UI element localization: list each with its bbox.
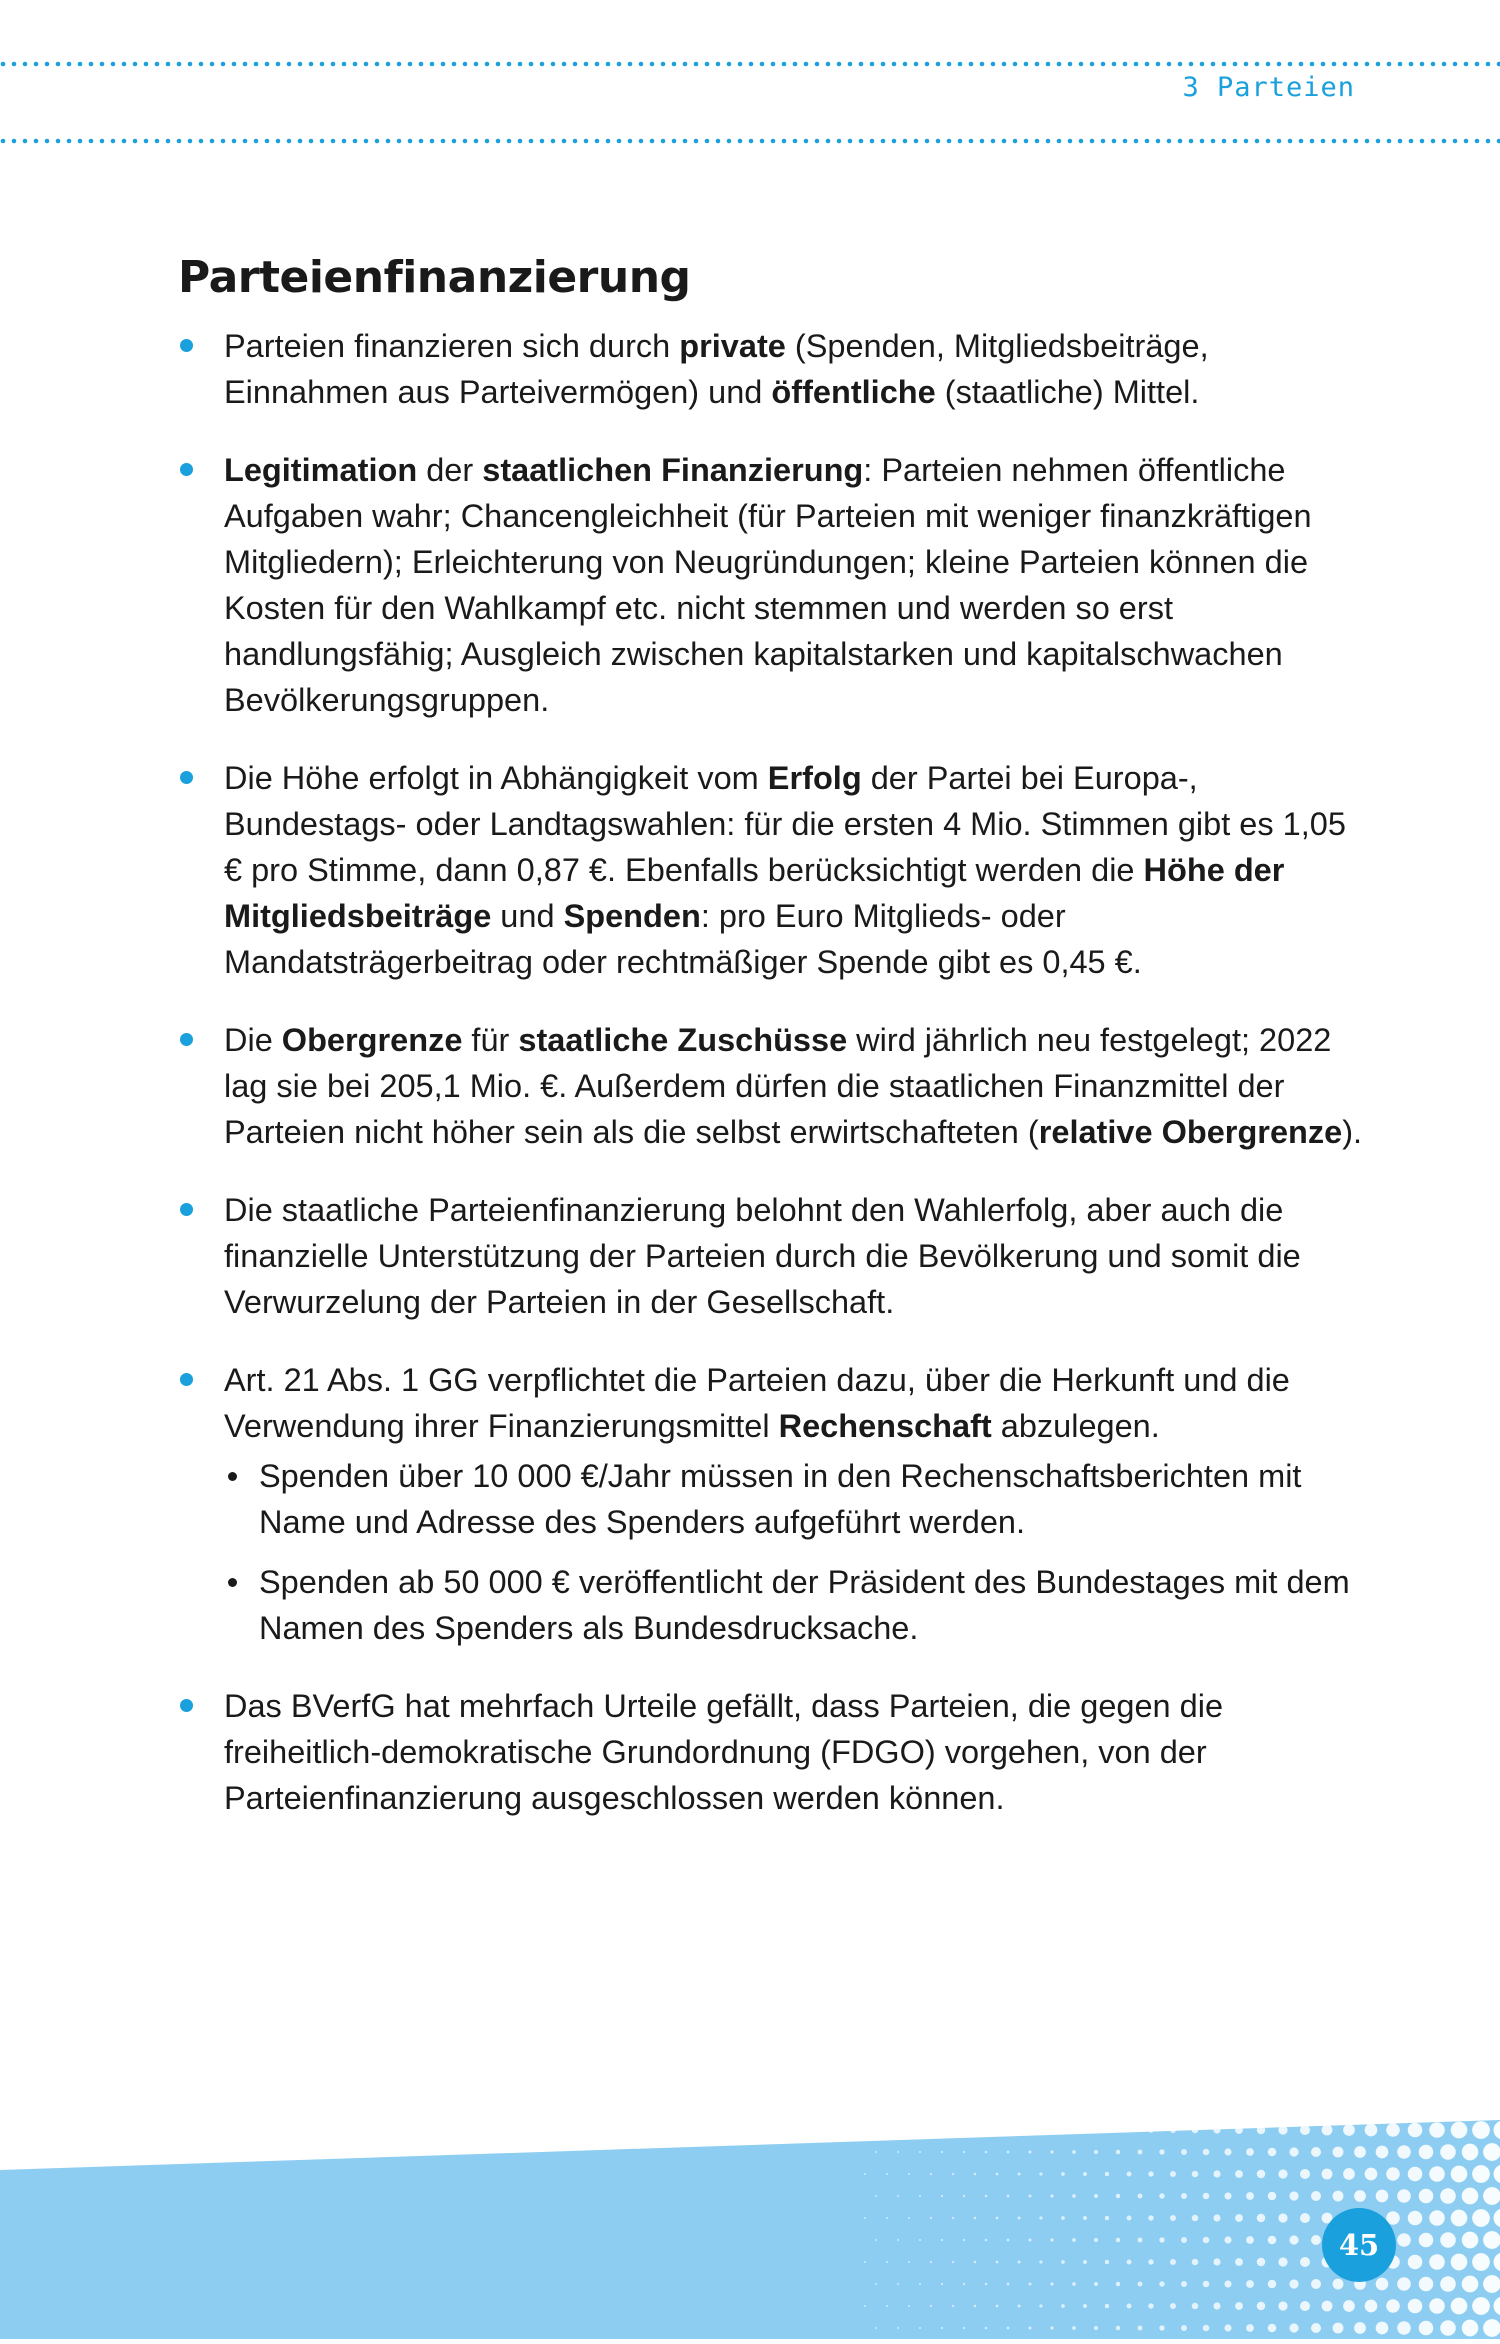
text-run: : pro Euro Mitglieds- oder Mandatsträgerbeitrag oder rechtmäßiger Spende gibt es 0,45 €. — [224, 898, 1142, 980]
text-run: Parteien finanzieren sich durch — [224, 328, 680, 364]
sub-list-item-text: Spenden über 10 000 €/Jahr müssen in den Rechenschaftsberichten mit Name und Adresse des Spenders aufgeführt werden. — [259, 1458, 1302, 1540]
bold-run: Legitimation — [224, 452, 418, 488]
list-item — [178, 755, 1363, 985]
bold-run: Rechenschaft — [778, 1408, 992, 1444]
text-run: Das BVerfG hat mehrfach Urteile gefällt, dass Parteien, die gegen die freiheitlich-demokratische Grundordnung (FDGO) vorgehen, von der Parteienfinanzierung ausgeschlossen werden können. — [224, 1688, 1224, 1816]
list-item-text — [224, 328, 1209, 410]
bold-run: Obergrenze — [281, 1022, 463, 1058]
sub-bullet-dot — [228, 1578, 237, 1587]
text-run: Art. 21 Abs. 1 GG verpflichtet die Parteien dazu, über die Herkunft und die Verwendung ihrer Finanzierungsmittel — [224, 1362, 1290, 1444]
sub-bullet-list — [224, 1453, 1363, 1651]
bold-run: Spenden — [563, 898, 701, 934]
list-item-text — [224, 1362, 1290, 1444]
bullet-dot — [180, 771, 193, 784]
bold-run: Höhe der Mitgliedsbeiträge — [224, 852, 1285, 934]
text-run: abzulegen. — [991, 1408, 1160, 1444]
dotted-rule-top — [0, 60, 1500, 68]
sub-list-item-text: Spenden ab 50 000 € veröffentlicht der Präsident des Bundestages mit dem Namen des Spenders als Bundesdrucksache. — [259, 1564, 1350, 1646]
bullet-dot — [180, 1033, 193, 1046]
bullet-dot — [180, 1373, 193, 1386]
text-run: wird jährlich neu festgelegt; 2022 lag sie bei 205,1 Mio. €. Außerdem dürfen die staatlichen Finanzmittel der Parteien nicht höher sein als die selbst erwirtschafteten ( — [224, 1022, 1332, 1150]
list-item — [178, 1187, 1363, 1325]
text-run: (Spenden, Mitgliedsbeiträge, Einnahmen aus Parteivermögen) und — [224, 328, 1209, 410]
list-item-text — [224, 1022, 1362, 1150]
list-item — [178, 447, 1363, 723]
sub-list-item — [224, 1559, 1363, 1651]
list-item-text — [224, 1192, 1301, 1320]
bold-run: Erfolg — [767, 760, 862, 796]
list-item — [178, 1683, 1363, 1821]
bold-run: staatliche Zuschüsse — [518, 1022, 848, 1058]
list-item-text — [224, 760, 1346, 980]
bullet-list — [178, 323, 1363, 1821]
bold-run: öffentliche — [771, 374, 936, 410]
bold-run: private — [679, 328, 786, 364]
text-run: Die staatliche Parteienfinanzierung belohnt den Wahlerfolg, aber auch die finanzielle Unterstützung der Parteien durch die Bevölkerung und somit die Verwurzelung der Parteien in der Gesellschaft. — [224, 1192, 1301, 1320]
bullet-dot — [180, 339, 193, 352]
bold-run: relative Obergrenze — [1038, 1114, 1343, 1150]
text-run: Die — [224, 1022, 282, 1058]
list-item-text — [224, 1688, 1223, 1816]
text-run: (staatliche) Mittel. — [935, 374, 1200, 410]
text-run: ). — [1342, 1114, 1363, 1150]
bullet-dot — [180, 1203, 193, 1216]
bullet-dot — [180, 463, 193, 476]
sub-bullet-dot — [228, 1472, 237, 1481]
text-run: der Partei bei Europa-, Bundestags- oder Landtagswahlen: für die ersten 4 Mio. Stimmen gibt es 1,05 € pro Stimme, dann 0,87 €. Ebenfalls berücksichtigt werden die — [224, 760, 1346, 888]
bold-run: staatlichen Finanzierung — [482, 452, 864, 488]
list-item — [178, 1017, 1363, 1155]
sub-list-item — [224, 1453, 1363, 1545]
footer-decoration — [0, 2120, 1500, 2339]
text-run: : Parteien nehmen öffentliche Aufgaben wahr; Chancengleichheit (für Parteien mit weniger finanzkräftigen Mitgliedern); Erleichterung von Neugründungen; kleine Parteien können die Kosten für den Wahlkampf etc. nicht stemmen und werden so erst handlungsfähig; Ausgleich zwischen kapitalstarken und kapitalschwachen Bevölkerungsgruppen. — [224, 452, 1312, 718]
list-item — [178, 323, 1363, 415]
page-title: Parteienfinanzierung — [178, 252, 691, 303]
bullet-dot — [180, 1699, 193, 1712]
page-number: 45 — [1322, 2208, 1396, 2282]
chapter-label: 3 Parteien — [1182, 72, 1355, 103]
text-run: und — [491, 898, 564, 934]
list-item-text — [224, 452, 1312, 718]
list-item — [178, 1357, 1363, 1651]
text-run: für — [462, 1022, 519, 1058]
main-content — [178, 252, 1363, 1853]
dotted-rule-bottom — [0, 137, 1500, 145]
text-run: Die Höhe erfolgt in Abhängigkeit vom — [224, 760, 768, 796]
text-run: der — [417, 452, 483, 488]
